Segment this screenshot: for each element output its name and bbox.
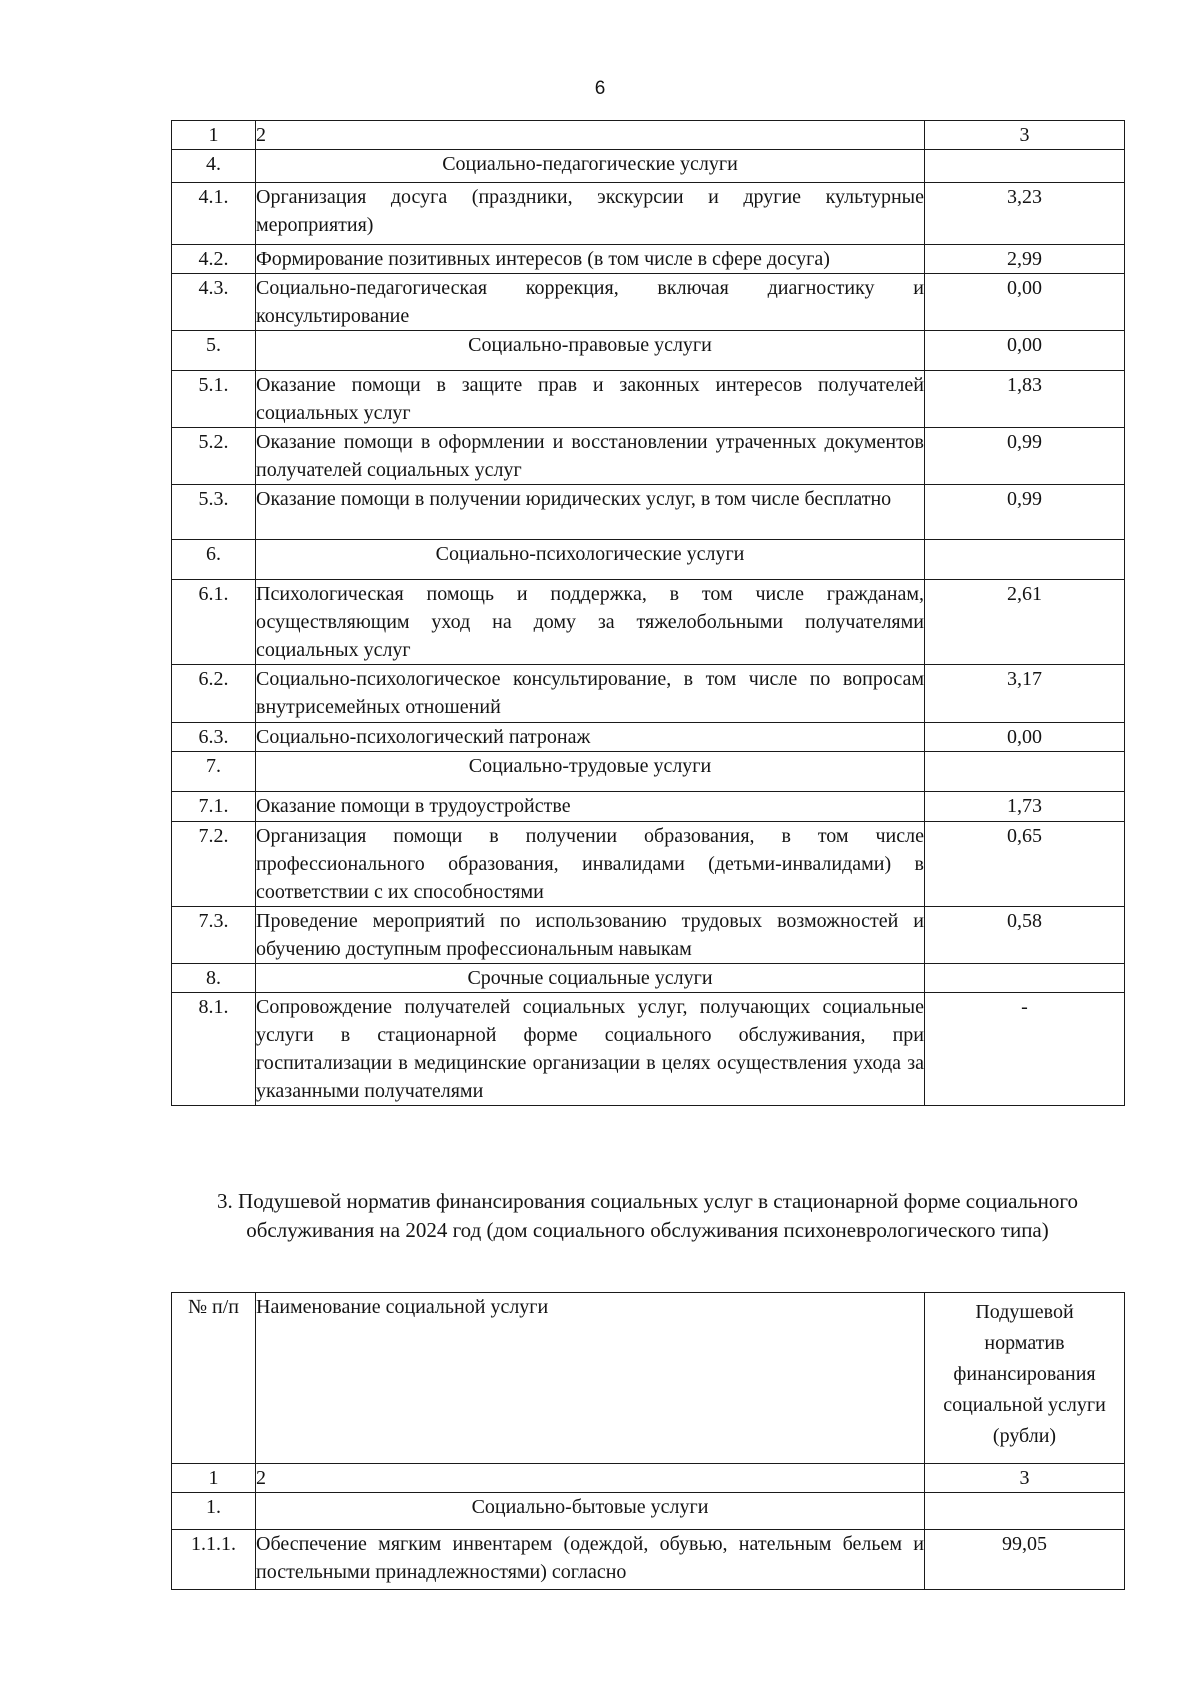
row-number: 5.3. — [172, 485, 256, 540]
service-row — [172, 274, 1125, 331]
service-row — [172, 993, 1125, 1106]
norm-value: 0,00 — [925, 331, 1125, 371]
service-row — [172, 822, 1125, 907]
service-name: Социально-психологическое консультирование, в том числе по вопросам внутрисемейных отношений — [256, 665, 925, 723]
norm-value: 2,61 — [925, 580, 1125, 665]
service-name: Социально-психологический патронаж — [256, 723, 925, 752]
section-title: Срочные социальные услуги — [256, 964, 925, 993]
service-row — [172, 792, 1125, 822]
norm-value — [925, 1493, 1125, 1530]
section-row — [172, 964, 1125, 993]
header-number: № п/п — [172, 1293, 256, 1464]
row-number: 6.2. — [172, 665, 256, 723]
section-row — [172, 540, 1125, 580]
services-table-continued — [171, 120, 1125, 1106]
norm-value: 99,05 — [925, 1530, 1125, 1590]
row-number: 8.1. — [172, 993, 256, 1106]
row-number: 5. — [172, 331, 256, 371]
row-number: 6.1. — [172, 580, 256, 665]
service-row — [172, 485, 1125, 540]
service-row — [172, 907, 1125, 964]
norm-value — [925, 150, 1125, 183]
row-number: 4.3. — [172, 274, 256, 331]
service-name: Оказание помощи в трудоустройстве — [256, 792, 925, 822]
column-number-2: 2 — [256, 1464, 925, 1493]
section-row — [172, 150, 1125, 183]
service-row — [172, 428, 1125, 485]
service-name: Оказание помощи в защите прав и законных интересов получателей социальных услуг — [256, 371, 925, 428]
section-row — [172, 1493, 1125, 1530]
service-row — [172, 1530, 1125, 1590]
row-number: 5.1. — [172, 371, 256, 428]
row-number: 7.1. — [172, 792, 256, 822]
section-title: Социально-трудовые услуги — [256, 752, 925, 792]
row-number: 1. — [172, 1493, 256, 1530]
row-number: 7. — [172, 752, 256, 792]
service-name: Организация досуга (праздники, экскурсии и другие культурные мероприятия) — [256, 183, 925, 245]
column-number-3: 3 — [925, 121, 1125, 150]
service-row — [172, 723, 1125, 752]
norm-value — [925, 964, 1125, 993]
column-number-row — [172, 121, 1125, 150]
service-name: Обеспечение мягким инвентарем (одеждой, обувью, нательным бельем и постельными принадлежностями) согласно — [256, 1530, 925, 1590]
norm-value: - — [925, 993, 1125, 1106]
column-number-2: 2 — [256, 121, 925, 150]
row-number: 8. — [172, 964, 256, 993]
service-name: Проведение мероприятий по использованию трудовых возможностей и обучению доступным профессиональным навыкам — [256, 907, 925, 964]
service-name: Формирование позитивных интересов (в том числе в сфере досуга) — [256, 245, 925, 274]
norm-value: 2,99 — [925, 245, 1125, 274]
service-name: Сопровождение получателей социальных услуг, получающих социальные услуги в стационарной форме социального обслуживания, при госпитализации в медицинские организации в целях осуществления ухода за указанными получателями — [256, 993, 925, 1106]
norm-value: 3,17 — [925, 665, 1125, 723]
column-number-1: 1 — [172, 1464, 256, 1493]
norm-value: 0,58 — [925, 907, 1125, 964]
service-name: Оказание помощи в оформлении и восстановлении утраченных документов получателей социальных услуг — [256, 428, 925, 485]
column-number-1: 1 — [172, 121, 256, 150]
header-norm: Подушевой норматив финансирования социальной услуги (рубли) — [925, 1293, 1125, 1464]
column-number-3: 3 — [925, 1464, 1125, 1493]
norm-value: 0,00 — [925, 723, 1125, 752]
section-title: Социально-бытовые услуги — [256, 1493, 925, 1530]
service-row — [172, 580, 1125, 665]
row-number: 7.2. — [172, 822, 256, 907]
service-row — [172, 183, 1125, 245]
row-number: 7.3. — [172, 907, 256, 964]
section-title: Социально-педагогические услуги — [256, 150, 925, 183]
norm-value: 0,99 — [925, 485, 1125, 540]
row-number: 4.1. — [172, 183, 256, 245]
norm-value: 3,23 — [925, 183, 1125, 245]
row-number: 4. — [172, 150, 256, 183]
row-number: 4.2. — [172, 245, 256, 274]
norm-value: 0,65 — [925, 822, 1125, 907]
header-service-name: Наименование социальной услуги — [256, 1293, 925, 1464]
section-title: Социально-правовые услуги — [256, 331, 925, 371]
services-table-2024 — [171, 1292, 1125, 1590]
norm-value: 0,00 — [925, 274, 1125, 331]
service-name: Оказание помощи в получении юридических услуг, в том числе бесплатно — [256, 485, 925, 540]
norm-value: 1,73 — [925, 792, 1125, 822]
table-header-row — [172, 1293, 1125, 1464]
column-number-row — [172, 1464, 1125, 1493]
row-number: 6.3. — [172, 723, 256, 752]
service-name: Организация помощи в получении образования, в том числе профессионального образования, инвалидами (детьми-инвалидами) в соответствии с их способностями — [256, 822, 925, 907]
section-row — [172, 752, 1125, 792]
service-row — [172, 245, 1125, 274]
service-name: Психологическая помощь и поддержка, в том числе гражданам, осуществляющим уход на дому за тяжелобольными получателями социальных услуг — [256, 580, 925, 665]
row-number: 5.2. — [172, 428, 256, 485]
row-number: 1.1.1. — [172, 1530, 256, 1590]
norm-value: 0,99 — [925, 428, 1125, 485]
service-name: Социально-педагогическая коррекция, включая диагностику и консультирование — [256, 274, 925, 331]
norm-value — [925, 752, 1125, 792]
service-row — [172, 371, 1125, 428]
norm-value — [925, 540, 1125, 580]
section-3-caption: 3. Подушевой норматив финансирования социальных услуг в стационарной форме социального обслуживания на 2024 год (дом социального обслуживания психоневрологического типа) — [217, 1189, 1078, 1242]
row-number: 6. — [172, 540, 256, 580]
page-number: 6 — [594, 78, 606, 99]
section-row — [172, 331, 1125, 371]
service-row — [172, 665, 1125, 723]
norm-value: 1,83 — [925, 371, 1125, 428]
section-title: Социально-психологические услуги — [256, 540, 925, 580]
